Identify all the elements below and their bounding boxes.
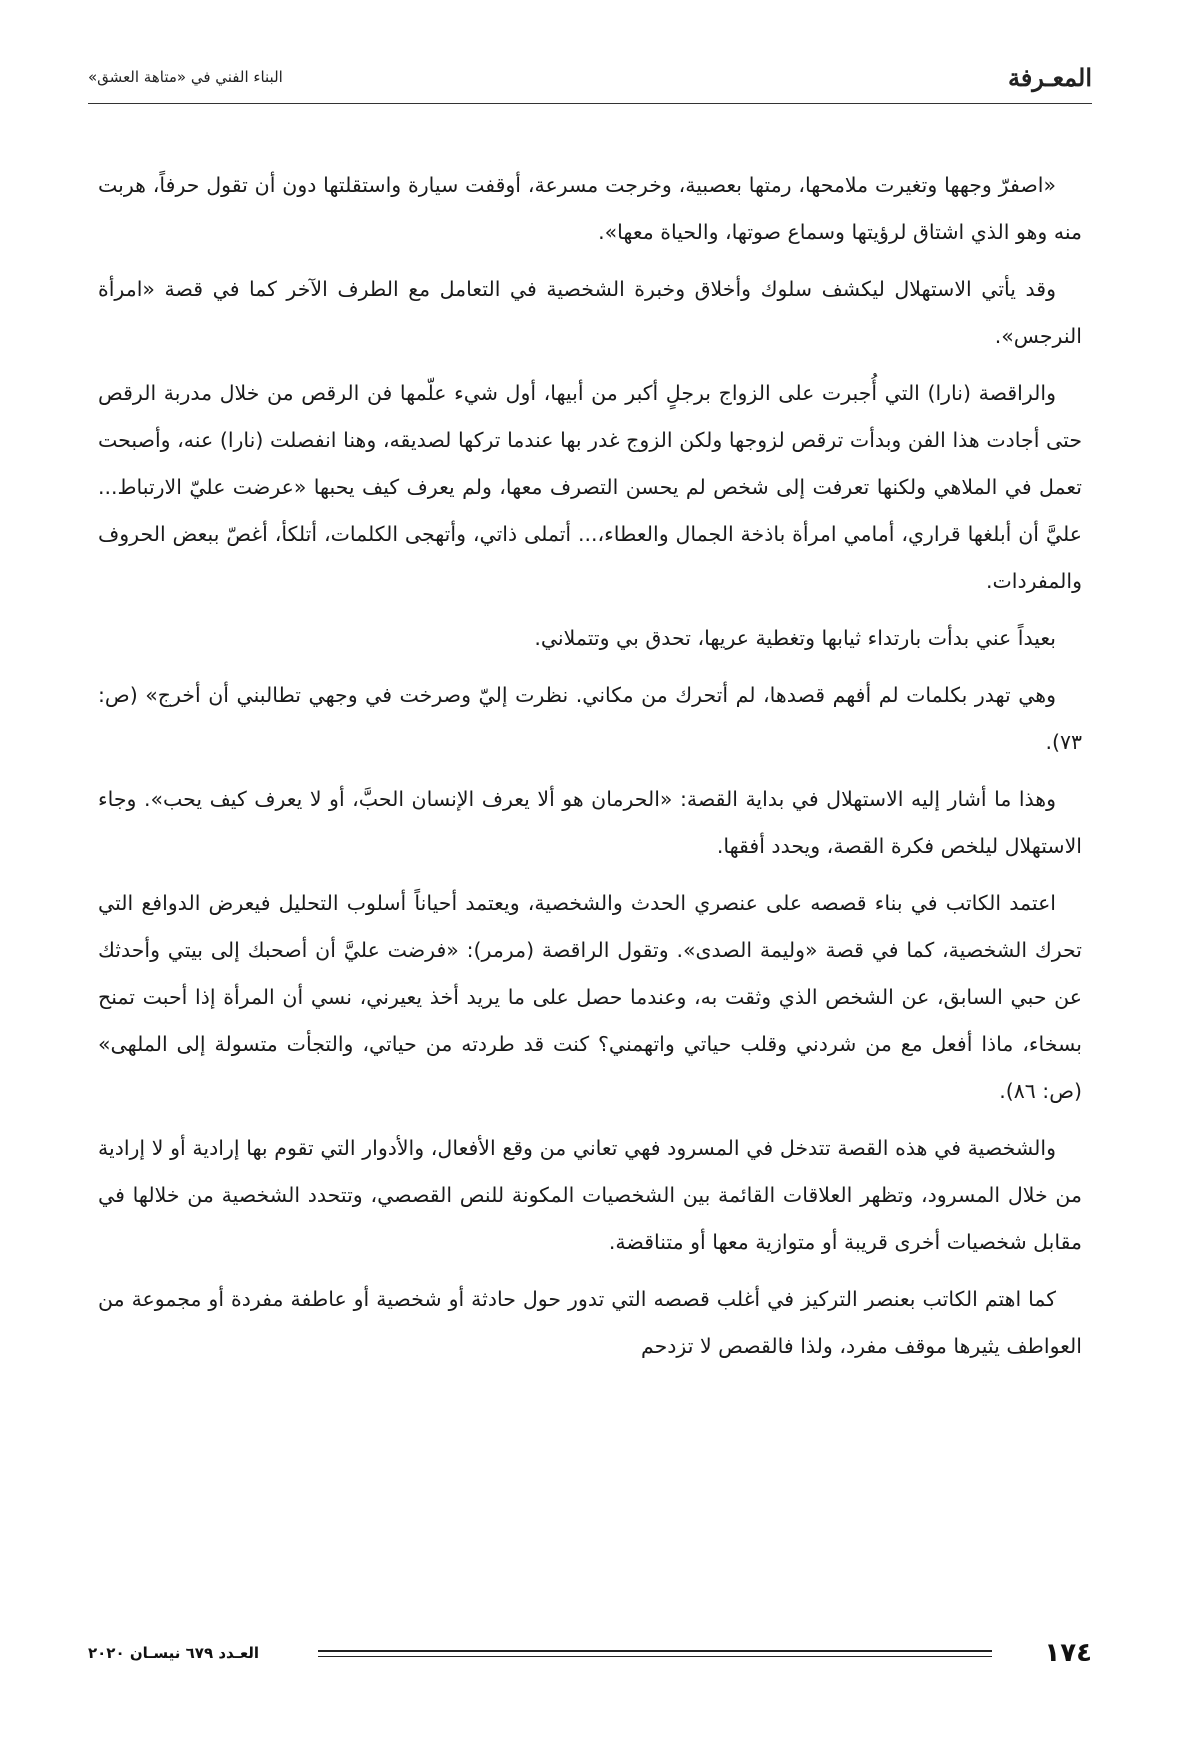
- article-body: [98, 162, 1082, 1380]
- footer-divider: [318, 1650, 992, 1657]
- running-title: البناء الفني في «متاهة العشق»: [88, 68, 283, 86]
- paragraph: وهي تهدر بكلمات لم أفهم قصدها، لم أتحرك من مكاني. نظرت إليّ وصرخت في وجهي تطالبني أن أخرج» (ص: ٧٣).: [98, 683, 1082, 754]
- paragraph: والراقصة (نارا) التي أُجبرت على الزواج برجلٍ أكبر من أبيها، أول شيء علّمها فن الرقص من خلال مدربة الرقص حتى أجادت هذا الفن وبدأت ترقص لزوجها ولكن الزوج غدر بها عندما تركها لصديقه، وهنا انفصلت (نارا) عنه، وأصبحت تعمل في الملاهي ولكنها تعرفت إلى شخص لم يحسن التصرف معها، ولم يعرف كيف يحبها «عرضت عليّ الارتباط... عليَّ أن أبلغها قراري، أمامي امرأة باذخة الجمال والعطاء،... أتملى ذاتي، وأتهجى الكلمات، أتلكأ، أغصّ ببعض الحروف والمفردات.: [98, 381, 1082, 593]
- magazine-logo: المعـرفة: [1007, 62, 1092, 92]
- paragraph: اعتمد الكاتب في بناء قصصه على عنصري الحدث والشخصية، ويعتمد أحياناً أسلوب التحليل فيعرض الدوافع التي تحرك الشخصية، كما في قصة «وليمة الصدى». وتقول الراقصة (مرمر): «فرضت عليَّ أن أصحبك إلى بيتي وأحدثك عن حبي السابق، عن الشخص الذي وثقت به، وعندما حصل على ما يريد أخذ يعيرني، نسي أن المرأة إذا أحبت تمنح بسخاء، ماذا أفعل مع من شردني وقلب حياتي واتهمني؟ كنت قد طردته من حياتي، والتجأت متسولة إلى الملهى» (ص: ٨٦).: [98, 891, 1082, 1103]
- page-footer: [88, 1633, 1092, 1673]
- page-header: [88, 58, 1092, 96]
- paragraph: والشخصية في هذه القصة تتدخل في المسرود فهي تعاني من وقع الأفعال، والأدوار التي تقوم بها إرادية أو لا إرادية من خلال المسرود، وتظهر العلاقات القائمة بين الشخصيات المكونة للنص القصصي، وتتحدد الشخصية من خلالها في مقابل شخصيات أخرى قريبة أو متوازية معها أو متناقضة.: [98, 1136, 1082, 1254]
- paragraph: وهذا ما أشار إليه الاستهلال في بداية القصة: «الحرمان هو ألا يعرف الإنسان الحبَّ، أو لا يعرف كيف يحب». وجاء الاستهلال ليلخص فكرة القصة، ويحدد أفقها.: [98, 787, 1082, 858]
- paragraph: وقد يأتي الاستهلال ليكشف سلوك وأخلاق وخبرة الشخصية في التعامل مع الطرف الآخر كما في قصة «امرأة النرجس».: [98, 277, 1082, 348]
- header-divider: [88, 103, 1092, 104]
- paragraph: كما اهتم الكاتب بعنصر التركيز في أغلب قصصه التي تدور حول حادثة أو شخصية أو عاطفة مفردة أو مجموعة من العواطف يثيرها موقف مفرد، ولذا فالقصص لا تزدحم: [98, 1287, 1082, 1358]
- issue-info: العـدد ٦٧٩ نيسـان ٢٠٢٠: [88, 1644, 260, 1662]
- page-number: ١٧٤: [1044, 1638, 1092, 1668]
- paragraph: «اصفرّ وجهها وتغيرت ملامحها، رمتها بعصبية، وخرجت مسرعة، أوقفت سيارة واستقلتها دون أن تقول حرفاً، هربت منه وهو الذي اشتاق لرؤيتها وسماع صوتها، والحياة معها».: [98, 173, 1082, 244]
- paragraph: بعيداً عني بدأت بارتداء ثيابها وتغطية عريها، تحدق بي وتتملاني.: [534, 626, 1056, 650]
